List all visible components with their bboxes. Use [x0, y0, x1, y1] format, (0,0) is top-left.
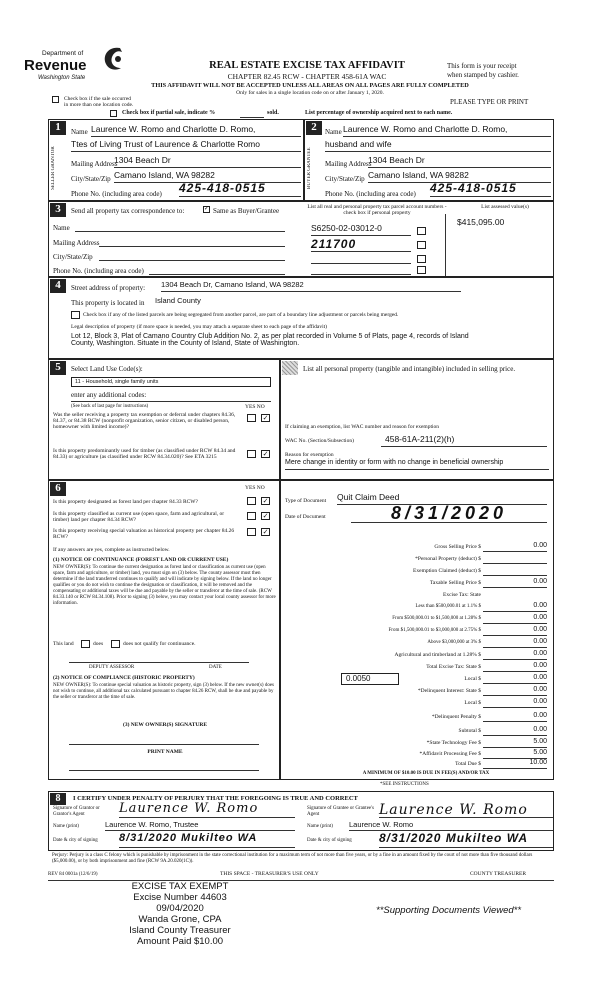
- s6-question-3: Is this property receiving special valuation as historical property per chapter 84.26 RCW?: [53, 528, 235, 541]
- s5-q1-no[interactable]: ✓: [262, 414, 269, 422]
- tax-row-value[interactable]: 0.00: [483, 638, 547, 648]
- tax-row-value[interactable]: 0.00: [483, 662, 547, 672]
- new-owner-sig-line[interactable]: [69, 735, 259, 745]
- street-label: Street address of property:: [71, 284, 146, 292]
- tax-row-label: Agricultural and timberland at 1.28% $: [394, 652, 481, 658]
- tax-row-value[interactable]: 0.00: [483, 602, 547, 612]
- s6-q2-no[interactable]: ✓: [262, 512, 269, 520]
- local-rate-box[interactable]: 0.0050: [341, 673, 399, 685]
- seller-section: [48, 119, 304, 201]
- parcel-number-3[interactable]: [311, 254, 411, 264]
- assessed-header: List assessed value(s): [481, 204, 529, 210]
- buyer-section: [304, 119, 554, 201]
- county-value[interactable]: Island County: [155, 296, 201, 305]
- tax-row-value[interactable]: 0.00: [483, 726, 547, 736]
- legal-description[interactable]: Lot 12, Block 3, Plat of Camano Country Club Addition No. 2, as per plat recorded in Volume 5 of Plats, page 4, records of Island County, Washington. Situate in the County of Island, State of Washington.: [71, 333, 469, 348]
- receipt-note-1: This form is your receipt: [447, 62, 517, 70]
- s5-question-1: Was the seller receiving a property tax exemption or deferral under chapters 84.36, 84.37, or 84.38 RCW (nonprofit organization, senior citizen, or disabled person, homeowner with limited income)?: [53, 412, 236, 431]
- form-chapters: CHAPTER 82.45 RCW - CHAPTER 458-61A WAC: [227, 72, 387, 81]
- dor-logo: [20, 44, 140, 84]
- section-7: [280, 359, 554, 480]
- section-8: [48, 791, 554, 851]
- grantor-signature[interactable]: Laurence W. Romo: [119, 802, 295, 818]
- section-5: [48, 359, 280, 480]
- dept-state: Washington State: [38, 75, 86, 81]
- deputy-label: DEPUTY ASSESSOR: [89, 665, 135, 670]
- additional-codes-label: enter any additional codes:: [71, 391, 147, 399]
- this-land-label: This land: [53, 641, 74, 647]
- multi-location-label-2: in more than one location code.: [64, 102, 134, 108]
- personal-property-label: List all personal property (tangible and intangible) included in selling price.: [303, 365, 516, 373]
- reason-label: Reason for exemption: [285, 452, 334, 458]
- corr-name-field[interactable]: [75, 222, 285, 232]
- grantor-sig-label: Signature of Grantor or Grantor's Agent: [53, 806, 100, 817]
- county-label: This property is located in: [71, 299, 145, 307]
- tax-row-label: Local $: [464, 700, 481, 706]
- tax-row-value[interactable]: 0.00: [483, 686, 547, 696]
- seller-phone-label: Phone No. (including area code): [71, 190, 162, 198]
- tax-row-label: Exemption Claimed (deduct) $: [413, 568, 481, 574]
- grantor-date-city[interactable]: 8/31/2020 Mukilteo WA: [119, 832, 295, 848]
- form-number: REV 84 0001a (12/6/19): [48, 872, 98, 877]
- seller-city[interactable]: Camano Island, WA 98282: [114, 171, 301, 183]
- partial-sale-sold: sold.: [267, 110, 279, 116]
- multi-location-label-1: Check box if the sale occurred: [64, 96, 132, 102]
- s6-q2-yes[interactable]: [247, 512, 256, 520]
- s5-question-2: Is this property predominantly used for timber (as classified under RCW 84.34 and 84.33) or agriculture (as classified under RCW 84.34.020)? See ETA 3215: [53, 448, 236, 461]
- grantee-name-label: Name (print): [307, 824, 333, 829]
- notice1-body: NEW OWNER(S): To continue the current designation as forest land or classification as current use (open space, farm and agriculture, or timber) land, you must sign on (3) below. The county assessor must then determine if the land transferred continues to qualify and will indicate by signing below. If the land no longer qualifies or you do not wish to continue the designation or classification, it will be removed and the compensating or additional taxes will be due and payable by the seller or transferor at the time of sale. (RCW 84.33.140 or RCW 84.34.108). Prior to signing (3) below, you may contact your local county assessor for more information.: [53, 565, 276, 606]
- minimum-note: A MINIMUM OF $10.00 IS DUE IN FEE(S) AND/OR TAX: [362, 771, 490, 776]
- partial-sale-checkbox[interactable]: [110, 110, 117, 117]
- dept-name: Revenue: [24, 57, 87, 74]
- stamp-line-5: Island County Treasurer: [129, 924, 231, 936]
- s6-question-2: Is this property classified as current use (open space, farm and agricultural, or timber) land per chapter 84.34 RCW?: [53, 511, 225, 524]
- tax-row-value[interactable]: 10.00: [483, 759, 547, 769]
- exemption-claim-label: If claiming an exemption, list WAC number and reason for exemption: [285, 424, 440, 430]
- parcel-3-personal-checkbox[interactable]: [417, 255, 426, 263]
- doc-type-value[interactable]: Quit Claim Deed: [337, 493, 547, 505]
- parcel-2-personal-checkbox[interactable]: [417, 241, 426, 249]
- land-use-select[interactable]: 11 - Household, single family units: [71, 377, 271, 387]
- buyer-phone-label: Phone No. (including area code): [325, 190, 416, 198]
- deputy-date-label: DATE: [209, 665, 222, 670]
- perjury-note: Perjury: Perjury is a class C felony which is punishable by imprisonment in the state correctional institution for a maximum term of not more than five years, or by a fine in an amount fixed by the court of not more than five thousand dollars ($5,000.00), or by both imprisonment and fine (RCW 9A.20.020(1C)).: [52, 853, 533, 864]
- s6-q3-yes[interactable]: [247, 528, 256, 536]
- section-1-badge: 1: [50, 121, 66, 135]
- s5-q2-yes[interactable]: [247, 450, 256, 458]
- tax-row-value[interactable]: 5.00: [483, 738, 547, 748]
- buyer-address-label: Mailing Address: [325, 160, 372, 168]
- land-use-label: Select Land Use Code(s):: [71, 365, 143, 373]
- dor-swirl-icon: [100, 44, 126, 74]
- same-as-buyer-label: Same as Buyer/Grantee: [213, 207, 280, 215]
- reason-value[interactable]: Mere change in identity or form with no change in beneficial ownership: [285, 459, 549, 470]
- supporting-docs-viewed: **Supporting Documents Viewed**: [376, 905, 522, 916]
- notice1-title: (1) NOTICE OF CONTINUANCE (FOREST LAND OR CURRENT USE): [53, 557, 229, 563]
- see-back-note: (See back of last page for instructions): [71, 404, 149, 409]
- new-owner-sig-label: (3) NEW OWNER(S) SIGNATURE: [123, 722, 207, 728]
- stamp-line-6: Amount Paid $10.00: [136, 935, 224, 947]
- section-2-badge: 2: [306, 121, 322, 135]
- seller-address[interactable]: 1304 Beach Dr: [114, 156, 301, 168]
- correspondence-section: [48, 201, 554, 277]
- s6-yes-no: YES NO: [245, 485, 265, 491]
- buyer-name-label: Name: [325, 128, 342, 136]
- seller-name-label: Name: [71, 128, 88, 136]
- tax-row-value[interactable]: 0.00: [483, 650, 547, 660]
- print-name-line[interactable]: [69, 761, 259, 771]
- seller-phone[interactable]: 425-418-0515: [179, 182, 301, 197]
- tax-row-label: Above $3,000,000 at 3% $: [427, 640, 481, 645]
- tax-row-label: *Delinquent Penalty $: [431, 714, 481, 720]
- tax-row-label: From $1,500,000.01 to $3,000,000 at 2.75% $: [388, 628, 481, 633]
- seller-address-label: Mailing Address: [71, 160, 118, 168]
- additional-codes-field[interactable]: [71, 398, 271, 402]
- form-warning: THIS AFFIDAVIT WILL NOT BE ACCEPTED UNLESS ALL AREAS ON ALL PAGES ARE FULLY COMPLETED: [151, 82, 469, 89]
- s5-q2-no[interactable]: ✓: [262, 450, 269, 458]
- tax-row-label: Total Excise Tax: State $: [426, 664, 481, 670]
- tax-row-label: Less than $500,000.01 at 1.1% $: [415, 604, 481, 609]
- parcel-number-2[interactable]: 211700: [311, 238, 411, 252]
- tax-section: [280, 480, 554, 780]
- section-5-badge: 5: [50, 361, 66, 375]
- partial-sale-percent[interactable]: [240, 110, 264, 118]
- correspondence-label: Send all property tax correspondence to:: [71, 207, 185, 215]
- section-6-badge: 6: [50, 482, 66, 496]
- please-type: PLEASE TYPE OR PRINT: [450, 98, 529, 106]
- tax-row-label: From $500,000.01 to $1,500,000 at 1.28% $: [392, 616, 481, 621]
- notice2-title: (2) NOTICE OF COMPLIANCE (HISTORIC PROPERTY): [53, 675, 195, 681]
- land-does-not-checkbox[interactable]: [111, 640, 120, 648]
- tax-row-value[interactable]: 5.00: [483, 749, 547, 759]
- parcel-4-personal-checkbox[interactable]: [417, 266, 426, 274]
- tax-row-label: Taxable Selling Price $: [429, 580, 481, 586]
- buyer-address[interactable]: 1304 Beach Dr: [368, 156, 551, 168]
- stamp-line-3: 09/04/2020: [156, 902, 204, 914]
- s6-q3-no[interactable]: ✓: [262, 528, 269, 536]
- segregated-label: Check box if any of the listed parcels are being segregated from another parcel, are part of a boundary line adjustment or parcels being merged.: [83, 312, 399, 318]
- wac-label: WAC No. (Section/Subsection): [285, 438, 354, 444]
- grantor-date-label: Date & city of signing: [53, 838, 98, 843]
- county-treasurer: COUNTY TREASURER: [470, 871, 527, 877]
- stamp-line-1: EXCISE TAX EXEMPT: [131, 881, 229, 892]
- seller-side-label: SELLER GRANTOR: [51, 146, 56, 190]
- corr-mailing-label: Mailing Address: [53, 239, 100, 247]
- buyer-city-label: City/State/Zip: [325, 175, 365, 183]
- street-address[interactable]: 1304 Beach Dr, Camano Island, WA 98282: [161, 281, 461, 292]
- corr-phone-label: Phone No. (including area code): [53, 267, 144, 275]
- form-title: REAL ESTATE EXCISE TAX AFFIDAVIT: [209, 60, 405, 71]
- wac-field-line: [381, 446, 547, 447]
- tax-row-label: Subtotal $: [458, 728, 481, 734]
- dept-line: Department of: [42, 50, 84, 57]
- buyer-city[interactable]: Camano Island, WA 98282: [368, 171, 551, 183]
- stamp-line-4: Wanda Grone, CPA: [138, 913, 222, 925]
- land-does-not-label: does not qualify for continuance.: [123, 641, 196, 647]
- treasurer-stamp: [110, 882, 250, 948]
- section-8-badge: 8: [50, 793, 66, 805]
- tax-row-value[interactable]: [483, 554, 547, 564]
- tax-row-value[interactable]: 0.00: [483, 614, 547, 624]
- corr-phone-field[interactable]: [149, 265, 285, 275]
- deputy-signature-line[interactable]: [69, 655, 249, 663]
- section-4-badge: 4: [50, 279, 66, 293]
- corr-mailing-field[interactable]: [99, 237, 285, 247]
- tax-row-label: Local $: [464, 676, 481, 682]
- corr-city-field[interactable]: [99, 251, 285, 261]
- section-7-badge: [282, 361, 298, 375]
- parcel-1-personal-checkbox[interactable]: [417, 227, 426, 235]
- sales-note: Only for sales in a single location code on or after January 1, 2020.: [236, 90, 384, 96]
- same-as-buyer-checkbox[interactable]: ✓: [204, 206, 210, 212]
- tax-row-value[interactable]: 0.00: [483, 626, 547, 636]
- tax-row-label: Excise Tax: State: [442, 592, 481, 598]
- ownership-note: List percentage of ownership acquired next to each name.: [305, 110, 453, 116]
- doc-type-label: Type of Document: [285, 498, 327, 504]
- doc-date-label: Date of Document: [285, 514, 326, 520]
- grantee-date-city[interactable]: 8/31/2020 Mukilteo WA: [379, 832, 553, 848]
- s6-q1-no[interactable]: ✓: [262, 497, 269, 505]
- tax-row-value[interactable]: 0.00: [483, 674, 547, 684]
- grantee-date-label: Date & city of signing: [307, 838, 352, 843]
- grantee-name-print[interactable]: Laurence W. Romo: [349, 821, 553, 831]
- grantor-name-print[interactable]: Laurence W. Romo, Trustee: [105, 821, 295, 831]
- parcel-number-4[interactable]: [311, 265, 411, 275]
- section-3-badge: 3: [50, 203, 66, 217]
- seller-name-1[interactable]: Laurence W. Romo and Charlotte D. Romo,: [91, 125, 301, 137]
- tax-row-value[interactable]: 0.00: [483, 578, 547, 588]
- tax-row-label: Gross Selling Price $: [434, 544, 481, 550]
- see-instructions: *SEE INSTRUCTIONS: [380, 782, 429, 787]
- doc-date-value[interactable]: 8/31/2020: [351, 503, 547, 523]
- tax-row-value[interactable]: [483, 566, 547, 576]
- buyer-name-1[interactable]: Laurence W. Romo and Charlotte D. Romo,: [343, 125, 551, 137]
- certify-statement: I CERTIFY UNDER PENALTY OF PERJURY THAT THE FOREGOING IS TRUE AND CORRECT: [73, 795, 358, 802]
- footer-line: [48, 880, 554, 881]
- tax-row-value[interactable]: 0.00: [483, 542, 547, 552]
- s6-q1-yes[interactable]: [247, 497, 256, 505]
- seller-city-label: City/State/Zip: [71, 175, 111, 183]
- tax-row-label: *Personal Property (deduct) $: [415, 556, 481, 562]
- parcel-number-1[interactable]: S6250-02-03012-0: [311, 224, 411, 236]
- assessed-value-1[interactable]: $415,095.00: [457, 217, 505, 227]
- parcel-divider: [445, 214, 446, 276]
- multi-location-checkbox[interactable]: [52, 96, 59, 103]
- s5-yes-no: YES NO: [245, 404, 265, 410]
- print-name-label: PRINT NAME: [147, 749, 183, 755]
- buyer-phone[interactable]: 425-418-0515: [430, 182, 551, 197]
- corr-city-label: City/State/Zip: [53, 253, 93, 261]
- tax-row-value[interactable]: 0.00: [483, 698, 547, 708]
- property-section: [48, 277, 554, 359]
- grantee-sig-label: Signature of Grantee or Grantee's Agent: [307, 806, 374, 817]
- s6-if-yes: If any answers are yes, complete as instructed below.: [53, 547, 170, 553]
- partial-sale-label: Check box if partial sale, indicate %: [122, 110, 216, 116]
- tax-row-label: *Affidavit Processing Fee $: [419, 751, 481, 757]
- stamp-line-2: Excise Number 44603: [133, 891, 227, 903]
- corr-name-label: Name: [53, 224, 70, 232]
- treasurer-only: THIS SPACE - TREASURER'S USE ONLY: [220, 871, 319, 877]
- parcel-header: List all real and personal property tax parcel account numbers - check box if personal property: [307, 204, 447, 217]
- segregated-checkbox[interactable]: [71, 311, 80, 319]
- grantee-signature[interactable]: Laurence W. Romo: [379, 802, 553, 818]
- s6-question-1: Is this property designated as forest land per chapter 84.33 RCW?: [53, 499, 198, 505]
- s5-q1-yes[interactable]: [247, 414, 256, 422]
- notice2-body: NEW OWNER(S): To continue special valuation as historic property, sign (3) below. If the new owner(s) does not wish to continue, all additional tax calculated pursuant to chapter 84.26 RCW, shall be due and payable by the seller or transferor at the time of sale.: [53, 683, 274, 700]
- tax-row-label: *State Technology Fee $: [426, 740, 481, 746]
- buyer-name-2[interactable]: husband and wife: [325, 140, 551, 152]
- land-does-label: does: [93, 641, 104, 647]
- grantor-name-label: Name (print): [53, 824, 79, 829]
- tax-row-label: *Delinquent Interest: State $: [417, 688, 481, 694]
- buyer-side-label: BUYER GRANTEE: [307, 147, 312, 189]
- seller-name-2[interactable]: Ttes of Living Trust of Laurence & Charlotte Romo: [71, 140, 301, 152]
- tax-row-value[interactable]: 0.00: [483, 712, 547, 722]
- receipt-note-2: when stamped by cashier.: [447, 71, 519, 79]
- wac-value[interactable]: 458-61A-211(2)(h): [385, 434, 455, 444]
- tax-row-label: Total Due $: [455, 761, 481, 767]
- legal-label: Legal description of property (if more space is needed, you may attach a separate sheet to each page of the affidavit): [71, 324, 327, 330]
- section-6: [48, 480, 280, 780]
- land-does-checkbox[interactable]: [81, 640, 90, 648]
